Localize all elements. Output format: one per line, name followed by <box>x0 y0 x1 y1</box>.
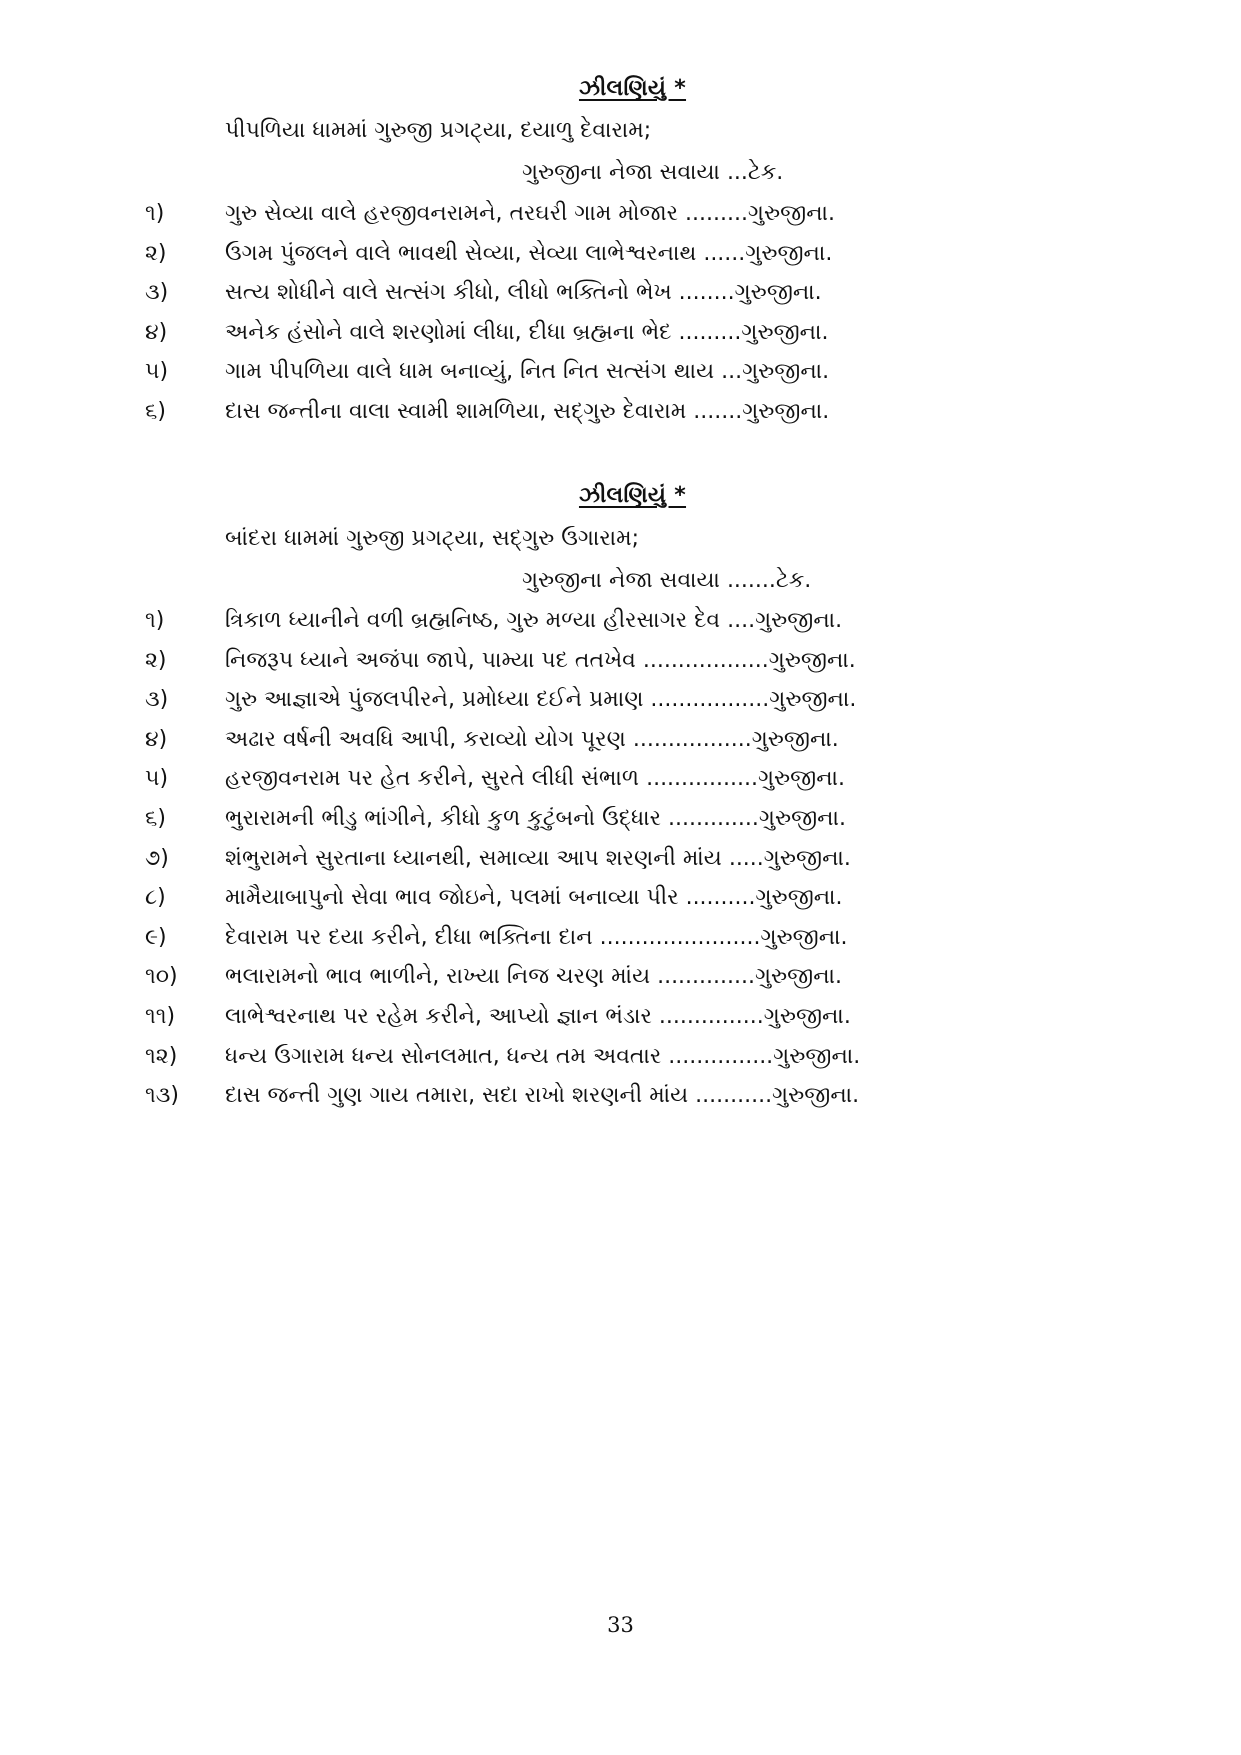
verse-number: ૨) <box>145 240 167 266</box>
verse-number: ૩) <box>145 280 169 305</box>
verse-row <box>0 964 1241 1004</box>
verse-row <box>0 648 1241 688</box>
intro-line: બાંદરા ધામમાં ગુરુજી પ્રગટ્યા, સદ્‌ગુરુ ઉગારામ; <box>225 526 640 551</box>
verse-text: ગુરુ આજ્ઞાએ પુંજલપીરને, પ્રમોધ્યા દઈને પ્રમાણ .................ગુરુજીના. <box>225 687 857 713</box>
verse-row <box>0 241 1241 281</box>
verse-row <box>0 766 1241 806</box>
verse-row <box>0 320 1241 360</box>
verse-text: લાભેશ્વરનાથ પર રહેમ કરીને, આપ્યો જ્ઞાન ભંડાર ...............ગુરુજીના. <box>225 1004 851 1029</box>
verse-number: ૮) <box>145 885 166 911</box>
verse-text: દાસ જન્તી ગુણ ગાય તમારા, સદા રાખો શરણની માંય ...........ગુરુજીના. <box>225 1083 860 1109</box>
refrain-line: ગુરુજીના નેજા સવાયા ...ટેક. <box>522 160 784 185</box>
page-number: 33 <box>607 1613 634 1637</box>
verse-row <box>0 608 1241 648</box>
verse-row <box>0 201 1241 241</box>
verse-text: હરજીવનરામ પર હેત કરીને, સુરતે લીધી સંભાળ ................ગુરુજીના. <box>225 766 846 792</box>
section-heading <box>0 483 1241 508</box>
section-heading-text: ઝીલણિયું * <box>578 76 687 101</box>
verse-row <box>0 687 1241 727</box>
verse-text: અનેક હંસોને વાલે શરણોમાં લીધા, દીધા બ્રહ્મના ભેદ .........ગુરુજીના. <box>225 319 829 345</box>
verse-number: ૧૦) <box>145 964 178 990</box>
verse-row <box>0 1004 1241 1044</box>
verse-row <box>0 806 1241 846</box>
verse-number: ૯) <box>145 924 167 950</box>
verse-number: ૬) <box>145 806 166 831</box>
verse-text: ગામ પીપળિયા વાલે ધામ બનાવ્યું, નિત નિત સત્સંગ થાય ...ગુરુજીના. <box>225 359 830 384</box>
verse-number: ૧૨) <box>145 1043 178 1069</box>
verse-number: ૧) <box>145 201 165 226</box>
verse-number: ૭) <box>145 845 169 871</box>
verse-text: શંભુરામને સુરતાના ધ્યાનથી, સમાવ્યા આપ શરણની માંય .....ગુરુજીના. <box>225 845 851 871</box>
verse-number: ૧૧) <box>145 1004 176 1029</box>
verse-number: ૩) <box>145 687 169 713</box>
verse-text: ધન્ય ઉગારામ ધન્ય સોનલમાત, ધન્ય તમ અવતાર ...............ગુરુજીના. <box>225 1043 861 1069</box>
verse-number: ૨) <box>145 647 167 673</box>
verse-number: ૧૩) <box>145 1083 180 1109</box>
verse-number: ૬) <box>145 398 166 424</box>
verse-number: ૪) <box>145 319 168 345</box>
verse-row <box>0 280 1241 320</box>
verse-row <box>0 925 1241 965</box>
verse-text: અઢાર વર્ષની અવધિ આપી, કરાવ્યો યોગ પૂરણ .................ગુરુજીના. <box>225 726 839 752</box>
verse-text: સત્ય શોધીને વાલે સત્સંગ કીધો, લીધો ભક્તિનો ભેખ ........ગુરુજીના. <box>225 280 822 305</box>
verse-text: ભુરારામની ભીડુ ભાંગીને, કીધો કુળ કુટુંબનો ઉદ્ધાર .............ગુરુજીના. <box>225 806 846 831</box>
verse-row <box>0 1083 1241 1123</box>
refrain-line: ગુરુજીના નેજા સવાયા .......ટેક. <box>522 568 812 593</box>
intro-line: પીપળિયા ધામમાં ગુરુજી પ્રગટ્યા, દયાળુ દેવારામ; <box>225 118 652 143</box>
verse-row <box>0 1044 1241 1084</box>
verse-text: મામૈયાબાપુનો સેવા ભાવ જોઇને, પલમાં બનાવ્યા પીર ..........ગુરુજીના. <box>225 885 843 911</box>
verse-text: દાસ જન્તીના વાલા સ્વામી શામળિયા, સદ્‌ગુરુ દેવારામ .......ગુરુજીના. <box>225 398 830 424</box>
verse-text: ઉગમ પુંજલને વાલે ભાવથી સેવ્યા, સેવ્યા લાભેશ્વરનાથ ......ગુરુજીના. <box>225 240 833 266</box>
verse-row <box>0 727 1241 767</box>
verse-number: ૫) <box>145 359 169 384</box>
verse-number: ૫) <box>145 766 169 792</box>
verse-row <box>0 359 1241 399</box>
verse-row <box>0 885 1241 925</box>
verse-text: દેવારામ પર દયા કરીને, દીધા ભક્તિના દાન .......................ગુરુજીના. <box>225 924 848 950</box>
verse-row <box>0 846 1241 886</box>
verse-number: ૧) <box>145 608 165 633</box>
section-heading <box>0 76 1241 101</box>
verse-text: ત્રિકાળ ધ્યાનીને વળી બ્રહ્મનિષ્ઠ, ગુરુ મળ્યા હીરસાગર દેવ ....ગુરુજીના. <box>225 608 843 633</box>
section-heading-text: ઝીલણિયું * <box>578 483 687 508</box>
verse-row <box>0 399 1241 439</box>
verse-number: ૪) <box>145 726 168 752</box>
verse-text: ગુરુ સેવ્યા વાલે હરજીવનરામને, તરઘરી ગામ મોજાર .........ગુરુજીના. <box>225 201 835 226</box>
verse-text: નિજરૂપ ધ્યાને અજંપા જાપે, પામ્યા પદ તતખેવ ..................ગુરુજીના. <box>225 647 856 673</box>
verse-text: ભલારામનો ભાવ ભાળીને, રાખ્યા નિજ ચરણ માંય ..............ગુરુજીના. <box>225 964 843 990</box>
